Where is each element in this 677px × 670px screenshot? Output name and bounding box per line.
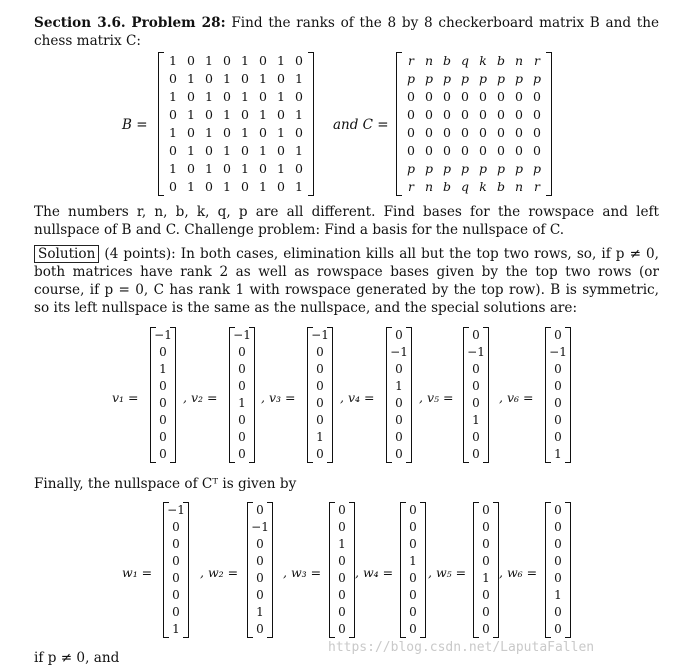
matrix-c-entry: 0 bbox=[461, 125, 469, 140]
matrix-c-entry: p bbox=[532, 71, 541, 86]
matrix-c-entry: b bbox=[496, 179, 505, 194]
w-vector-entry: 1 bbox=[409, 554, 417, 568]
v-vector-entry: 1 bbox=[316, 430, 324, 444]
matrix-c-entry: 0 bbox=[443, 125, 451, 140]
w-vector-label: , w₃ = bbox=[283, 565, 322, 580]
w-vector-entry: 0 bbox=[256, 537, 264, 551]
matrix-c-entry: 0 bbox=[497, 107, 505, 122]
matrix-c-row bbox=[402, 178, 546, 196]
v-vector-entry: 0 bbox=[554, 379, 562, 393]
v-vector-entry: 0 bbox=[472, 430, 480, 444]
matrix-b-entry: 0 bbox=[259, 161, 267, 176]
matrix-c-entry: 0 bbox=[515, 107, 523, 122]
matrix-c-entry: 0 bbox=[515, 89, 523, 104]
matrix-b-entry: 1 bbox=[223, 179, 231, 194]
matrix-b-entry: 1 bbox=[169, 161, 177, 176]
matrix-c-row bbox=[402, 124, 546, 142]
matrix-b-entry: 1 bbox=[241, 53, 249, 68]
matrix-c-entry: p bbox=[478, 71, 487, 86]
matrix-c-label: and C = bbox=[333, 117, 389, 133]
matrix-c-entry: k bbox=[479, 179, 487, 194]
solution-text: (4 points): In both cases, elimination kills all but the top two rows, so, if p ≠ 0, both matrices have rank 2 as well as rowspace bases given by the top two rows (or course, if p = 0, C has rank 1 with rowspace generated by the top row). B is symmetric, so its left nullspace is the same as the nullspace, and the special solutions are: bbox=[34, 246, 659, 316]
w-vector-entry: 0 bbox=[172, 537, 180, 551]
matrix-b-entry: 0 bbox=[259, 89, 267, 104]
w-vector-column bbox=[400, 502, 426, 638]
matrix-b-entry: 1 bbox=[241, 89, 249, 104]
w-vector-label: , w₆ = bbox=[499, 565, 538, 580]
w-vector-entry: 0 bbox=[172, 554, 180, 568]
matrix-b-entry: 1 bbox=[277, 89, 285, 104]
matrix-b-entry: 0 bbox=[187, 89, 195, 104]
w-vector-entry: 0 bbox=[409, 571, 417, 585]
w-vector-entry: 0 bbox=[256, 588, 264, 602]
finally-text: Finally, the nullspace of Cᵀ is given by bbox=[34, 476, 297, 492]
matrix-c-entry: 0 bbox=[497, 89, 505, 104]
v-vector-entry: 0 bbox=[472, 447, 480, 461]
matrix-c-entry: n bbox=[424, 53, 434, 68]
matrix-c-entry: b bbox=[496, 53, 505, 68]
matrix-b-entry: 0 bbox=[241, 71, 249, 86]
v-vector-entry: 0 bbox=[554, 396, 562, 410]
matrix-c-entry: r bbox=[534, 53, 540, 68]
v-vector-column bbox=[229, 327, 255, 463]
watermark: https://blog.csdn.net/LaputaFallen bbox=[328, 640, 595, 655]
matrix-b-row bbox=[164, 70, 308, 88]
w-vector-label: , w₅ = bbox=[428, 565, 467, 580]
matrix-c-entry: 0 bbox=[533, 125, 541, 140]
matrix-b bbox=[158, 52, 314, 196]
w-vector-entry: 1 bbox=[482, 571, 490, 585]
matrix-b-entry: 1 bbox=[223, 143, 231, 158]
matrix-c-entry: q bbox=[460, 179, 469, 194]
v-vector-entry: −1 bbox=[154, 328, 172, 342]
matrix-c-entry: 0 bbox=[443, 89, 451, 104]
w-vector-entry: 0 bbox=[338, 571, 346, 585]
w-vector-entry: 0 bbox=[172, 605, 180, 619]
solution-paragraph bbox=[34, 245, 659, 317]
w-vector-entry: 0 bbox=[554, 571, 562, 585]
matrix-b-entry: 1 bbox=[277, 125, 285, 140]
v-vector-entry: 0 bbox=[238, 430, 246, 444]
matrix-c-row bbox=[402, 160, 546, 178]
v-vector-entry: 0 bbox=[316, 447, 324, 461]
matrix-c-entry: 0 bbox=[425, 125, 433, 140]
matrix-c-entry: 0 bbox=[461, 107, 469, 122]
matrix-b-entry: 0 bbox=[241, 107, 249, 122]
matrix-c-entry: 0 bbox=[497, 143, 505, 158]
w-vector-entry: 0 bbox=[256, 554, 264, 568]
matrix-c-entry: 0 bbox=[479, 89, 487, 104]
matrix-c-entry: p bbox=[424, 161, 433, 176]
problem-heading: Problem 28: bbox=[131, 15, 226, 31]
w-vector-entry: 0 bbox=[409, 537, 417, 551]
v-vector-entry: 0 bbox=[159, 430, 167, 444]
w-vector-entry: −1 bbox=[167, 503, 185, 517]
matrix-c-entry: r bbox=[408, 53, 414, 68]
matrix-c-entry: r bbox=[534, 179, 540, 194]
matrix-c-entry: 0 bbox=[425, 143, 433, 158]
v-vector-entry: 0 bbox=[472, 362, 480, 376]
matrix-b-row bbox=[164, 142, 308, 160]
matrix-b-entry: 0 bbox=[295, 161, 303, 176]
v-vector-column bbox=[150, 327, 176, 463]
matrix-b-entry: 1 bbox=[205, 125, 213, 140]
w-vector-label: w₁ = bbox=[122, 565, 153, 580]
matrix-b-entry: 0 bbox=[259, 53, 267, 68]
v-vector-label: , v₃ = bbox=[261, 390, 296, 405]
matrix-c-entry: 0 bbox=[443, 143, 451, 158]
matrix-b-entry: 0 bbox=[223, 161, 231, 176]
v-vector-entry: 0 bbox=[238, 379, 246, 393]
w-vector-entry: 0 bbox=[338, 554, 346, 568]
w-vector-entry: 0 bbox=[409, 520, 417, 534]
matrix-c-entry: 0 bbox=[479, 143, 487, 158]
v-vector-entry: −1 bbox=[311, 328, 329, 342]
matrix-c-entry: p bbox=[424, 71, 433, 86]
v-vector-entry: 0 bbox=[395, 413, 403, 427]
closing-text: if p ≠ 0, and bbox=[34, 650, 120, 666]
matrix-c-row bbox=[402, 106, 546, 124]
matrix-b-row bbox=[164, 88, 308, 106]
w-vector-entry: 1 bbox=[338, 537, 346, 551]
w-vector-entry: 0 bbox=[554, 622, 562, 636]
w-vector-entry: 0 bbox=[554, 605, 562, 619]
matrix-b-row bbox=[164, 124, 308, 142]
matrix-c-entry: 0 bbox=[425, 89, 433, 104]
matrix-c-entry: 0 bbox=[443, 107, 451, 122]
matrix-b-row bbox=[164, 106, 308, 124]
matrix-c-entry: 0 bbox=[533, 107, 541, 122]
v-vector-entry: 0 bbox=[554, 362, 562, 376]
matrix-c-entry: 0 bbox=[461, 89, 469, 104]
matrix-c-entry: 0 bbox=[479, 125, 487, 140]
w-vector-entry: 0 bbox=[482, 520, 490, 534]
v-vector-entry: 0 bbox=[316, 396, 324, 410]
matrix-b-entry: 0 bbox=[277, 107, 285, 122]
matrix-c-entry: p bbox=[496, 161, 505, 176]
w-vector-entry: 0 bbox=[172, 588, 180, 602]
v-vector-entry: 0 bbox=[554, 430, 562, 444]
w-vector-entry: 0 bbox=[338, 520, 346, 534]
matrix-b-entry: 0 bbox=[187, 53, 195, 68]
matrix-b-entry: 1 bbox=[223, 107, 231, 122]
matrix-b-entry: 0 bbox=[277, 179, 285, 194]
matrix-b-row bbox=[164, 160, 308, 178]
matrix-b-entry: 0 bbox=[241, 179, 249, 194]
matrix-b-entry: 0 bbox=[169, 71, 177, 86]
matrix-c-row bbox=[402, 142, 546, 160]
w-vector-entry: 0 bbox=[256, 571, 264, 585]
matrix-b-entry: 0 bbox=[205, 179, 213, 194]
w-vector-entry: 0 bbox=[338, 588, 346, 602]
solution-label: Solution bbox=[34, 245, 99, 263]
matrix-b-entry: 1 bbox=[259, 71, 267, 86]
matrix-b-entry: 0 bbox=[187, 161, 195, 176]
matrix-b-entry: 1 bbox=[295, 179, 303, 194]
matrix-b-entry: 0 bbox=[223, 89, 231, 104]
v-vector-entry: 0 bbox=[395, 328, 403, 342]
matrix-b-entry: 0 bbox=[223, 125, 231, 140]
matrix-b-entry: 0 bbox=[241, 143, 249, 158]
v-vector-entry: 0 bbox=[159, 379, 167, 393]
matrix-c-entry: 0 bbox=[425, 107, 433, 122]
matrix-c-row bbox=[402, 88, 546, 106]
matrix-b-entry: 1 bbox=[241, 125, 249, 140]
v-vector-column bbox=[386, 327, 412, 463]
matrix-b-entry: 0 bbox=[187, 125, 195, 140]
v-vector-column bbox=[545, 327, 571, 463]
matrix-b-entry: 1 bbox=[169, 125, 177, 140]
matrix-c-entry: 0 bbox=[515, 143, 523, 158]
w-vector-entry: 0 bbox=[409, 588, 417, 602]
matrix-b-entry: 0 bbox=[223, 53, 231, 68]
w-vector-entry: 0 bbox=[409, 503, 417, 517]
v-vector-entry: 0 bbox=[316, 379, 324, 393]
w-vector-entry: 0 bbox=[554, 554, 562, 568]
w-vector-entry: 0 bbox=[482, 554, 490, 568]
matrix-c-entry: p bbox=[406, 71, 415, 86]
w-vector-entry: 0 bbox=[554, 520, 562, 534]
matrix-b-entry: 1 bbox=[187, 71, 195, 86]
v-vector-label: , v₄ = bbox=[340, 390, 375, 405]
v-vector-entry: 1 bbox=[554, 447, 562, 461]
v-vector-entry: 0 bbox=[238, 447, 246, 461]
matrix-b-entry: 1 bbox=[187, 179, 195, 194]
v-vector-entry: 0 bbox=[159, 447, 167, 461]
w-vector-entry: 1 bbox=[172, 622, 180, 636]
matrix-b-entry: 1 bbox=[295, 71, 303, 86]
v-vector-entry: 0 bbox=[395, 447, 403, 461]
matrix-b-entry: 1 bbox=[259, 143, 267, 158]
w-vector-column bbox=[545, 502, 571, 638]
matrix-c-entry: p bbox=[460, 71, 469, 86]
w-vector-entry: −1 bbox=[251, 520, 269, 534]
w-vector-label: , w₂ = bbox=[200, 565, 239, 580]
matrix-b-entry: 1 bbox=[259, 107, 267, 122]
v-vector-entry: 0 bbox=[554, 413, 562, 427]
matrix-c-entry: b bbox=[442, 53, 451, 68]
v-vector-entry: 0 bbox=[159, 413, 167, 427]
matrix-b-entry: 1 bbox=[205, 53, 213, 68]
v-vector-entry: 1 bbox=[159, 362, 167, 376]
v-vector-label: , v₂ = bbox=[183, 390, 218, 405]
v-vector-entry: 1 bbox=[238, 396, 246, 410]
v-vector-entry: 0 bbox=[554, 328, 562, 342]
v-vector-entry: 0 bbox=[316, 362, 324, 376]
matrix-b-entry: 0 bbox=[205, 71, 213, 86]
v-vector-column bbox=[307, 327, 333, 463]
v-vector-column bbox=[463, 327, 489, 463]
matrix-c bbox=[396, 52, 552, 196]
matrix-b-entry: 1 bbox=[205, 89, 213, 104]
matrix-c-entry: 0 bbox=[407, 125, 415, 140]
v-vector-entry: 1 bbox=[472, 413, 480, 427]
matrix-b-entry: 1 bbox=[277, 161, 285, 176]
matrix-c-entry: 0 bbox=[407, 89, 415, 104]
matrix-b-entry: 0 bbox=[205, 143, 213, 158]
w-vector-entry: 0 bbox=[172, 571, 180, 585]
matrix-c-entry: 0 bbox=[407, 143, 415, 158]
w-vector-entry: 0 bbox=[482, 537, 490, 551]
matrix-c-entry: p bbox=[532, 161, 541, 176]
matrix-c-entry: r bbox=[408, 179, 414, 194]
matrix-b-entry: 1 bbox=[277, 53, 285, 68]
w-vector-entry: 0 bbox=[172, 520, 180, 534]
v-vector-entry: 0 bbox=[472, 379, 480, 393]
v-vector-label: , v₆ = bbox=[499, 390, 534, 405]
matrix-b-entry: 1 bbox=[295, 107, 303, 122]
w-vector-entry: 0 bbox=[482, 605, 490, 619]
w-vector-entry: 1 bbox=[554, 588, 562, 602]
matrix-c-entry: n bbox=[424, 179, 434, 194]
v-vector-entry: 0 bbox=[395, 430, 403, 444]
w-vector-entry: 0 bbox=[409, 605, 417, 619]
matrix-b-entry: 0 bbox=[295, 125, 303, 140]
w-vector-entry: 0 bbox=[409, 622, 417, 636]
w-vector-entry: 0 bbox=[338, 503, 346, 517]
matrix-c-entry: b bbox=[442, 179, 451, 194]
matrix-b-row bbox=[164, 178, 308, 196]
v-vector-entry: 0 bbox=[159, 345, 167, 359]
matrix-b-entry: 1 bbox=[241, 161, 249, 176]
matrix-b-entry: 0 bbox=[295, 53, 303, 68]
v-vector-entry: −1 bbox=[390, 345, 408, 359]
w-vector-entry: 0 bbox=[554, 537, 562, 551]
matrix-c-entry: 0 bbox=[497, 125, 505, 140]
problem-text: Find the ranks of the 8 by 8 checkerboard matrix B and the chess matrix C: bbox=[34, 15, 660, 49]
matrix-b-entry: 0 bbox=[169, 179, 177, 194]
v-vector-entry: −1 bbox=[549, 345, 567, 359]
matrix-c-entry: q bbox=[460, 53, 469, 68]
matrix-b-entry: 0 bbox=[295, 89, 303, 104]
matrix-b-entry: 1 bbox=[169, 53, 177, 68]
matrix-b-entry: 1 bbox=[187, 107, 195, 122]
v-vector-entry: 0 bbox=[238, 362, 246, 376]
w-vector-entry: 0 bbox=[482, 622, 490, 636]
v-vector-entry: 0 bbox=[472, 396, 480, 410]
question-text: The numbers r, n, b, k, q, p are all different. Find bases for the rowspace and left nullspace of B and C. Challenge problem: Find a basis for the nullspace of C. bbox=[34, 204, 659, 238]
w-vector-entry: 1 bbox=[256, 605, 264, 619]
matrix-c-entry: p bbox=[406, 161, 415, 176]
matrix-b-entry: 0 bbox=[205, 107, 213, 122]
matrix-b-entry: 1 bbox=[259, 179, 267, 194]
w-vector-column bbox=[247, 502, 273, 638]
matrix-c-entry: p bbox=[442, 161, 451, 176]
w-vector-entry: 0 bbox=[338, 605, 346, 619]
w-vector-label: , w₄ = bbox=[355, 565, 394, 580]
matrix-c-entry: p bbox=[460, 161, 469, 176]
v-vector-entry: 0 bbox=[316, 345, 324, 359]
matrix-c-entry: p bbox=[496, 71, 505, 86]
v-vector-entry: −1 bbox=[233, 328, 251, 342]
matrix-c-entry: 0 bbox=[533, 143, 541, 158]
matrix-b-entry: 0 bbox=[277, 143, 285, 158]
matrix-b-entry: 0 bbox=[277, 71, 285, 86]
w-vector-entry: 0 bbox=[482, 503, 490, 517]
matrix-b-entry: 0 bbox=[259, 125, 267, 140]
matrix-b-entry: 0 bbox=[169, 143, 177, 158]
v-vector-label: , v₅ = bbox=[419, 390, 454, 405]
section-heading: Section 3.6. bbox=[34, 15, 126, 31]
matrix-b-entry: 1 bbox=[169, 89, 177, 104]
matrix-b-label: B = bbox=[122, 117, 148, 133]
matrix-c-entry: 0 bbox=[407, 107, 415, 122]
matrix-c-entry: 0 bbox=[461, 143, 469, 158]
matrix-c-row bbox=[402, 52, 546, 70]
matrix-c-entry: n bbox=[514, 179, 524, 194]
v-vector-entry: 0 bbox=[472, 328, 480, 342]
v-vector-entry: 0 bbox=[395, 362, 403, 376]
w-vector-column bbox=[329, 502, 355, 638]
w-vector-entry: 0 bbox=[482, 588, 490, 602]
matrix-b-entry: 1 bbox=[205, 161, 213, 176]
v-vector-entry: 0 bbox=[316, 413, 324, 427]
v-vector-label: v₁ = bbox=[112, 390, 139, 405]
matrix-c-entry: n bbox=[514, 53, 524, 68]
problem-statement bbox=[34, 14, 659, 50]
w-vector-entry: 0 bbox=[256, 503, 264, 517]
v-vector-entry: 0 bbox=[238, 413, 246, 427]
matrix-c-entry: k bbox=[479, 53, 487, 68]
matrix-c-entry: 0 bbox=[533, 89, 541, 104]
matrix-c-entry: p bbox=[514, 71, 523, 86]
w-vector-entry: 0 bbox=[256, 622, 264, 636]
matrix-b-row bbox=[164, 52, 308, 70]
matrix-c-entry: p bbox=[478, 161, 487, 176]
matrix-c-row bbox=[402, 70, 546, 88]
matrix-b-entry: 1 bbox=[223, 71, 231, 86]
matrix-c-entry: 0 bbox=[479, 107, 487, 122]
v-vector-entry: 0 bbox=[159, 396, 167, 410]
matrix-b-entry: 0 bbox=[169, 107, 177, 122]
v-vector-entry: 1 bbox=[395, 379, 403, 393]
w-vector-entry: 0 bbox=[338, 622, 346, 636]
w-vector-column bbox=[163, 502, 189, 638]
w-vector-column bbox=[473, 502, 499, 638]
matrix-b-entry: 1 bbox=[295, 143, 303, 158]
w-vector-entry: 0 bbox=[554, 503, 562, 517]
v-vector-entry: 0 bbox=[395, 396, 403, 410]
matrix-c-entry: 0 bbox=[515, 125, 523, 140]
v-vector-entry: 0 bbox=[238, 345, 246, 359]
v-vector-entry: −1 bbox=[467, 345, 485, 359]
matrix-b-entry: 1 bbox=[187, 143, 195, 158]
matrix-c-entry: p bbox=[514, 161, 523, 176]
matrix-c-entry: p bbox=[442, 71, 451, 86]
